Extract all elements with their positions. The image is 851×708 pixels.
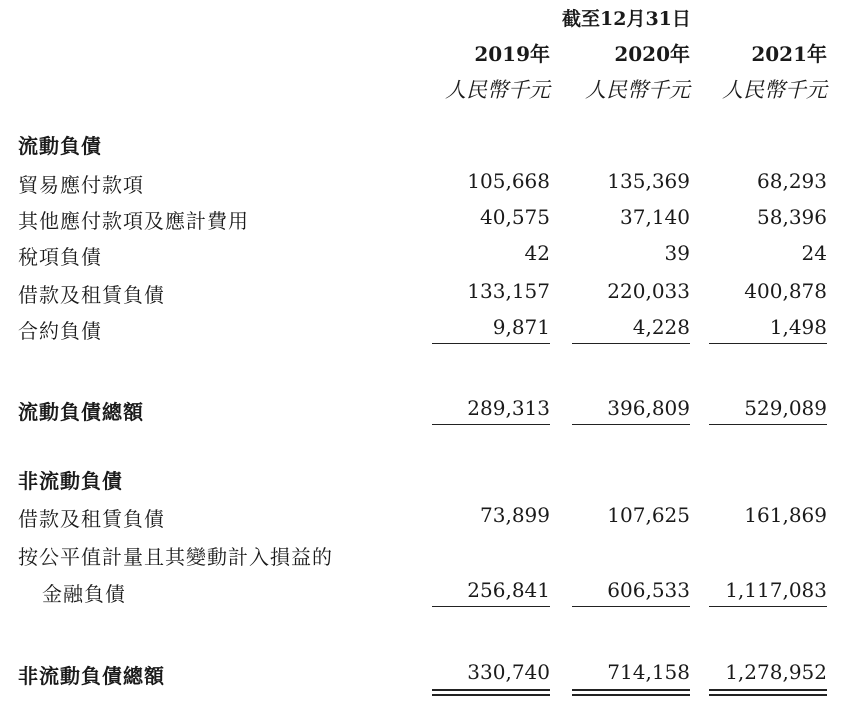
total-rule [432, 424, 550, 425]
subtotal-rule [432, 343, 550, 344]
cell-value: 40,575 [480, 205, 550, 229]
cell-value: 9,871 [492, 315, 550, 339]
total-value: 289,313 [467, 396, 550, 420]
cell-value: 37,140 [620, 205, 690, 229]
cell-value: 4,228 [632, 315, 690, 339]
unit-2020: 人民幣千元 [585, 78, 690, 102]
cell-value: 73,899 [480, 503, 550, 527]
cell-value: 606,533 [607, 578, 690, 602]
subtotal-rule [709, 343, 827, 344]
subtotal-rule [572, 343, 690, 344]
subtotal-rule [709, 606, 827, 607]
unit-2021: 人民幣千元 [722, 78, 827, 102]
cell-value: 220,033 [607, 279, 690, 303]
cell-value: 1,498 [769, 315, 827, 339]
subtotal-rule [432, 606, 550, 607]
year-2021-header: 2021年 [751, 42, 827, 66]
unit-2019: 人民幣千元 [445, 78, 550, 102]
total-value: 330,740 [467, 660, 550, 684]
total-rule [572, 424, 690, 425]
year-2019-header: 2019年 [474, 42, 550, 66]
total-label-current: 流動負債總額 [18, 400, 144, 424]
double-total-rule [572, 689, 690, 696]
cell-value: 400,878 [744, 279, 827, 303]
cell-value: 105,668 [467, 169, 550, 193]
cell-value: 68,293 [757, 169, 827, 193]
cell-value: 256,841 [467, 578, 550, 602]
row-label: 借款及租賃負債 [18, 283, 165, 307]
section-title-current: 流動負債 [18, 134, 102, 158]
cell-value: 24 [801, 241, 827, 265]
cell-value: 107,625 [607, 503, 690, 527]
year-2020-header: 2020年 [614, 42, 690, 66]
row-label-continued: 金融負債 [42, 582, 126, 606]
cell-value: 161,869 [744, 503, 827, 527]
total-value: 529,089 [744, 396, 827, 420]
cell-value: 1,117,083 [725, 578, 827, 602]
total-value: 714,158 [607, 660, 690, 684]
row-label: 稅項負債 [18, 245, 102, 269]
total-value: 1,278,952 [725, 660, 827, 684]
cell-value: 58,396 [757, 205, 827, 229]
double-total-rule [709, 689, 827, 696]
cell-value: 135,369 [607, 169, 690, 193]
section-title-noncurrent: 非流動負債 [18, 469, 123, 493]
total-label-noncurrent: 非流動負債總額 [18, 664, 165, 688]
cell-value: 39 [664, 241, 690, 265]
row-label: 按公平值計量且其變動計入損益的 [18, 545, 333, 569]
cell-value: 42 [524, 241, 550, 265]
subtotal-rule [572, 606, 690, 607]
total-rule [709, 424, 827, 425]
row-label: 其他應付款項及應計費用 [18, 209, 249, 233]
cell-value: 133,157 [467, 279, 550, 303]
row-label: 借款及租賃負債 [18, 507, 165, 531]
double-total-rule [432, 689, 550, 696]
total-value: 396,809 [607, 396, 690, 420]
row-label: 合約負債 [18, 319, 102, 343]
period-header: 截至12月31日 [562, 8, 691, 30]
row-label: 貿易應付款項 [18, 173, 144, 197]
